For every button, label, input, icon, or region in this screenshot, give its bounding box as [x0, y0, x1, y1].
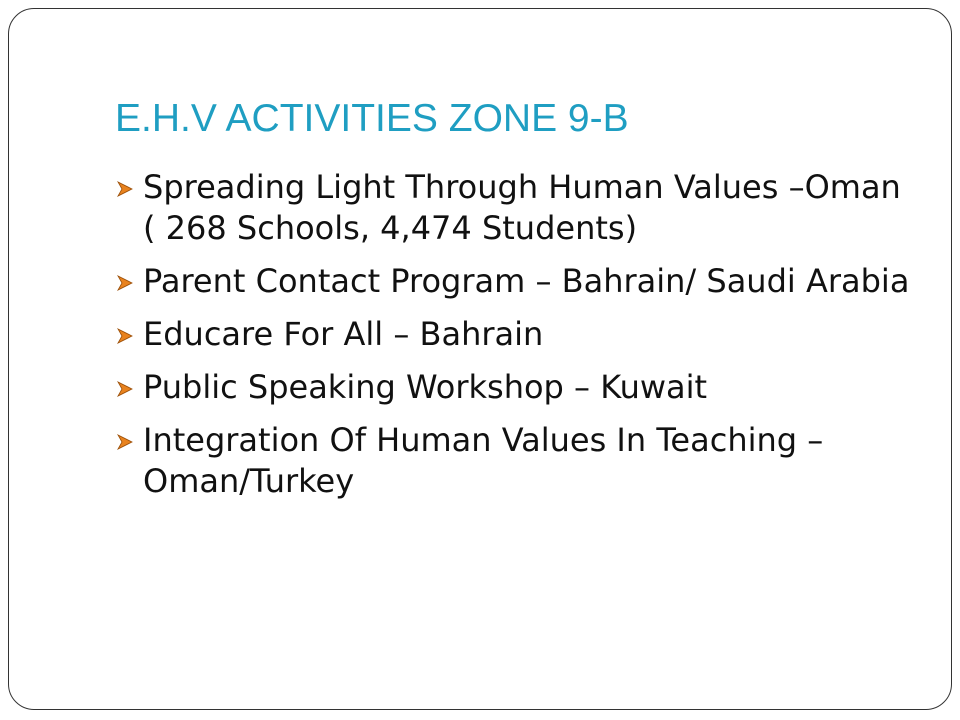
slide-frame: [8, 8, 952, 710]
bullet-text: Spreading Light Through Human Values –Oman ( 268 Schools, 4,474 Students): [143, 168, 901, 247]
arrowhead-bullet-icon: [117, 275, 133, 291]
bullet-text: Public Speaking Workshop – Kuwait: [143, 368, 708, 406]
bullet-item: [115, 261, 915, 302]
arrowhead-bullet-icon: [117, 181, 133, 197]
bullet-item: [115, 420, 915, 502]
arrowhead-bullet-icon: [117, 381, 133, 397]
arrowhead-bullet-icon: [117, 434, 133, 450]
slide-title: E.H.V ACTIVITIES ZONE 9-B: [115, 97, 629, 140]
bullet-text: Educare For All – Bahrain: [143, 315, 544, 353]
bullet-item: [115, 167, 915, 249]
bullet-text: Integration Of Human Values In Teaching – Oman/Turkey: [143, 421, 824, 500]
arrowhead-bullet-icon: [117, 328, 133, 344]
bullet-list: [115, 167, 915, 514]
bullet-item: [115, 367, 915, 408]
bullet-item: [115, 314, 915, 355]
bullet-text: Parent Contact Program – Bahrain/ Saudi Arabia: [143, 262, 910, 300]
